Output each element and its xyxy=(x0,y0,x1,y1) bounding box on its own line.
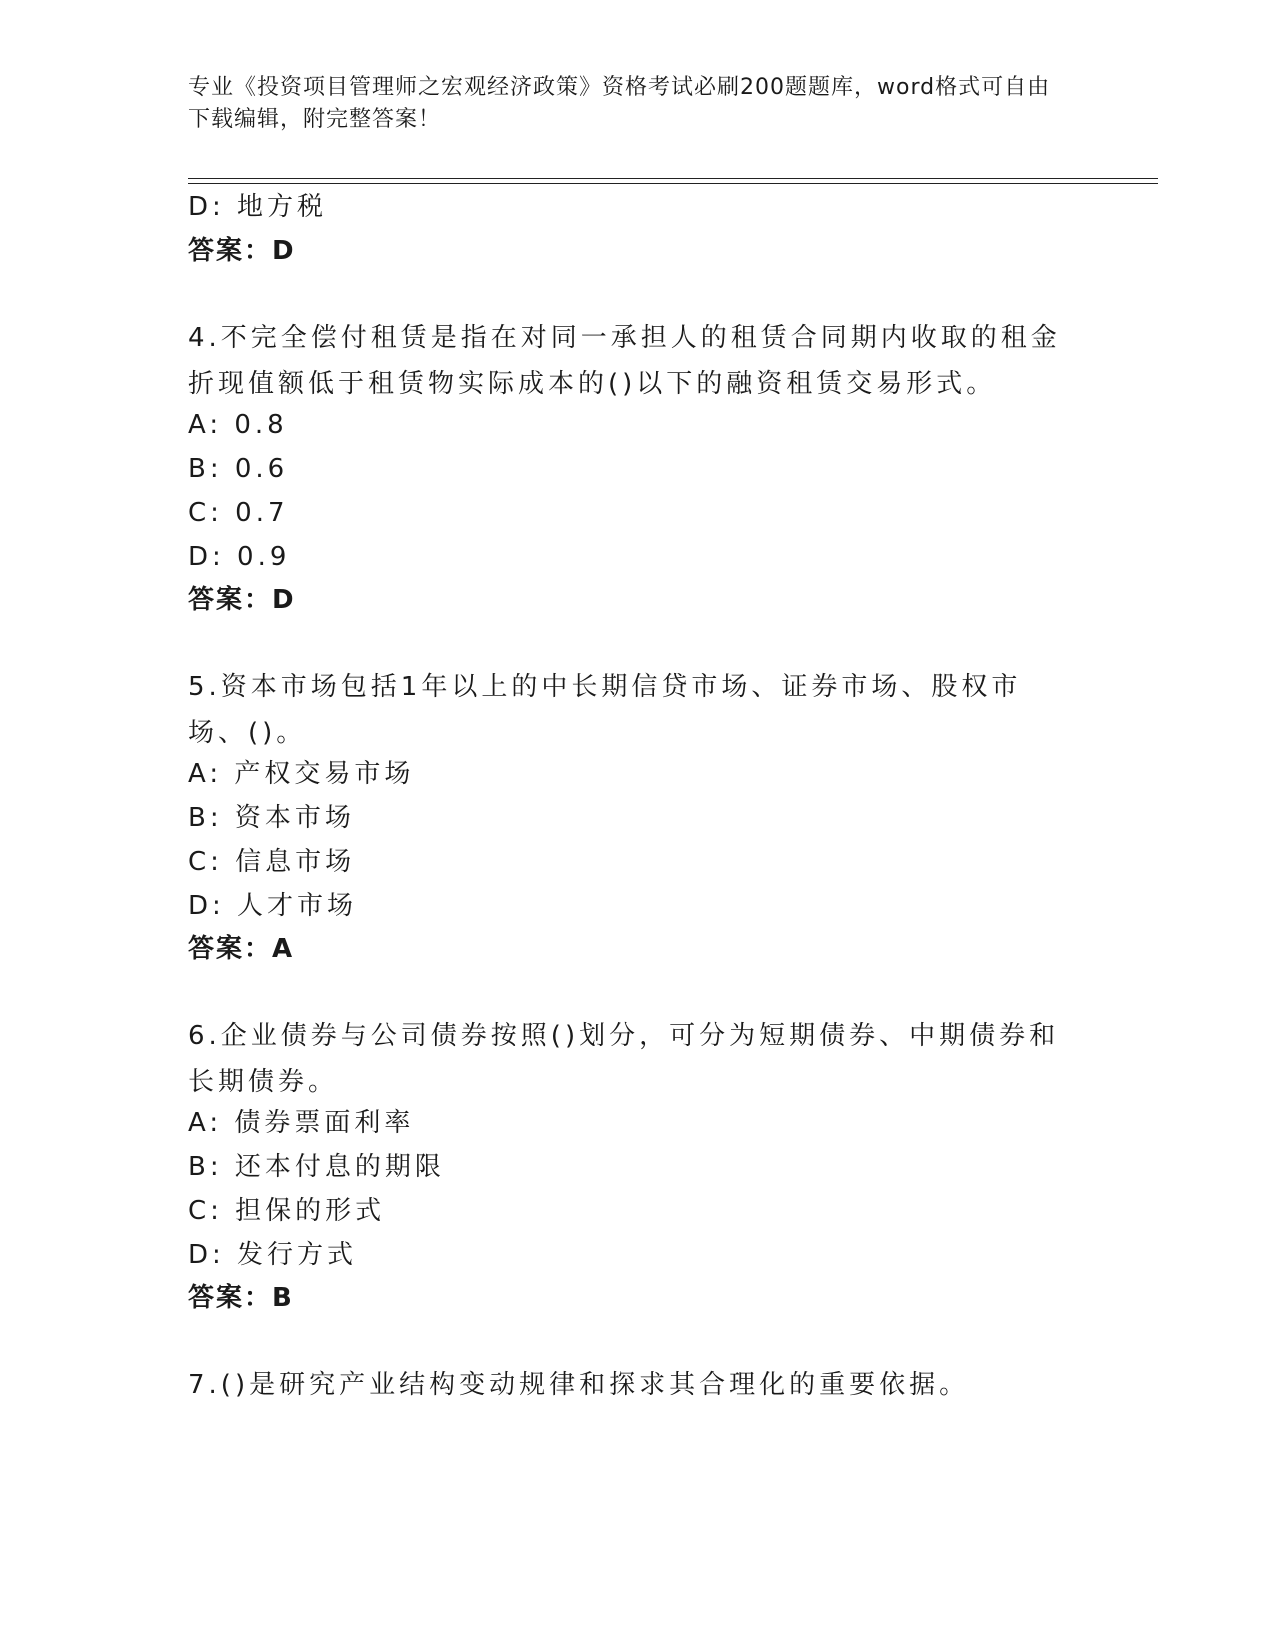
q5-option-a: A: 产权交易市场 xyxy=(188,759,415,789)
q5-answer: 答案：A xyxy=(188,934,295,964)
q3-option-d: D: 地方税 xyxy=(188,192,328,222)
q4-stem: 4.不完全偿付租赁是指在对同一承担人的租赁合同期内收取的租金折现值额低于租赁物实际成本的()以下的融资租赁交易形式。 xyxy=(188,323,1061,399)
header-divider-bottom xyxy=(188,183,1158,184)
q4-option-d: D: 0.9 xyxy=(188,542,291,572)
q5-option-d: D: 人才市场 xyxy=(188,891,358,921)
q6-stem: 6.企业债券与公司债券按照()划分，可分为短期债券、中期债券和长期债券。 xyxy=(188,1021,1060,1097)
q5-stem: 5.资本市场包括1年以上的中长期信贷市场、证券市场、股权市场、()。 xyxy=(188,672,1022,748)
q6-answer: 答案：B xyxy=(188,1283,294,1313)
q7-stem: 7.()是研究产业结构变动规律和探求其合理化的重要依据。 xyxy=(188,1370,970,1400)
q6-option-b: B: 还本付息的期限 xyxy=(188,1152,445,1182)
q6-option-c: C: 担保的形式 xyxy=(188,1196,386,1226)
q6-option-a: A: 债券票面利率 xyxy=(188,1108,415,1138)
q4-answer: 答案：D xyxy=(188,585,296,615)
q5-option-b: B: 资本市场 xyxy=(188,803,355,833)
q6-option-d: D: 发行方式 xyxy=(188,1240,358,1270)
q3-answer: 答案：D xyxy=(188,236,296,266)
q4-option-b: B: 0.6 xyxy=(188,454,289,484)
q4-option-a: A: 0.8 xyxy=(188,410,288,440)
q5-option-c: C: 信息市场 xyxy=(188,847,356,877)
document-header: 专业《投资项目管理师之宏观经济政策》资格考试必刷200题题库，word格式可自由下载编辑，附完整答案！ xyxy=(188,75,1051,132)
header-divider-top xyxy=(188,178,1158,179)
q4-option-c: C: 0.7 xyxy=(188,498,289,528)
